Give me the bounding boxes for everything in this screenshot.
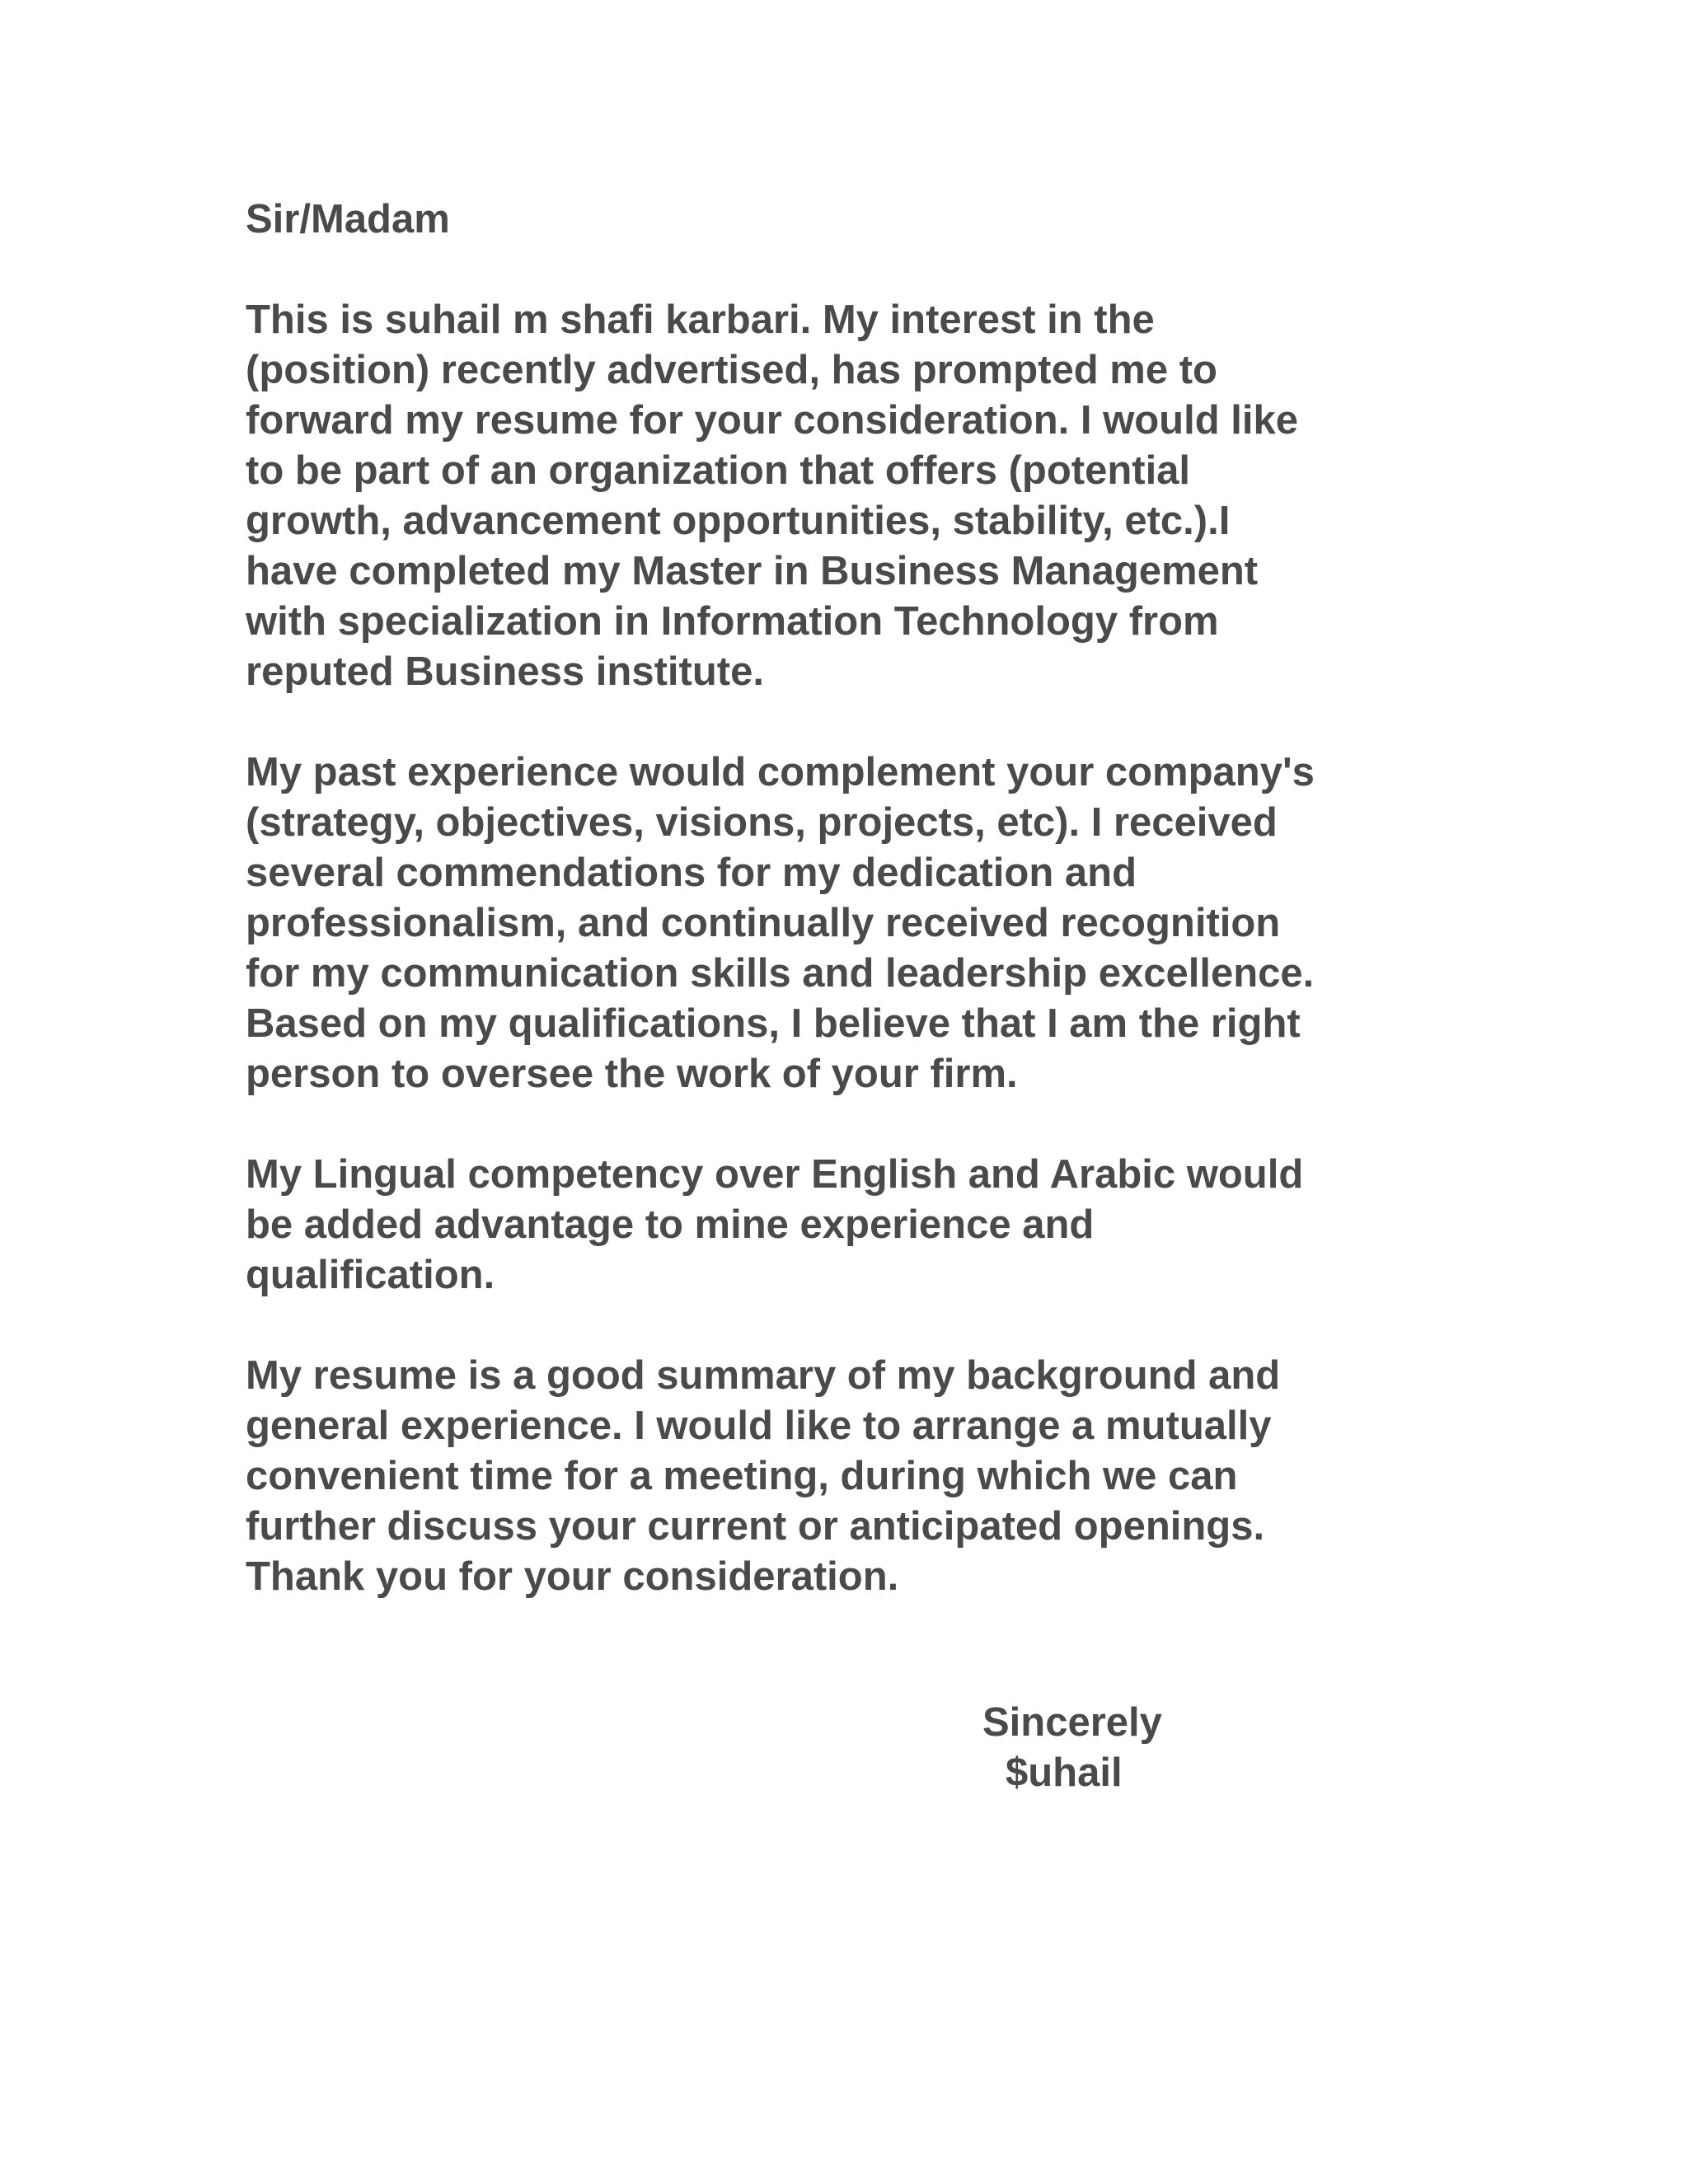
text-line: to be part of an organization that offers (potential	[246, 448, 1191, 493]
text-line: have completed my Master in Business Management	[246, 549, 1259, 593]
text-line: Based on my qualifications, I believe that I am the right	[246, 1001, 1301, 1046]
signature: $uhail	[1006, 1750, 1123, 1795]
text-line: professionalism, and continually received recognition	[246, 901, 1281, 945]
paragraph-closing	[246, 1351, 1465, 1602]
text-line: This is suhail m shafi karbari. My interest in the	[246, 298, 1155, 342]
text-line: (position) recently advertised, has prompted me to	[246, 348, 1217, 392]
text-line: further discuss your current or anticipated openings.	[246, 1504, 1265, 1549]
text-line: convenient time for a meeting, during which we can	[246, 1454, 1238, 1498]
text-line: qualification.	[246, 1253, 495, 1297]
text-line: for my communication skills and leadership excellence.	[246, 951, 1315, 996]
text-line: growth, advancement opportunities, stability, etc.).I	[246, 499, 1231, 543]
text-line: (strategy, objectives, visions, projects, etc). I received	[246, 800, 1278, 845]
text-line: several commendations for my dedication and	[246, 851, 1137, 895]
salutation: Sir/Madam	[246, 197, 450, 241]
text-line: forward my resume for your consideration. I would like	[246, 398, 1298, 443]
text-line: My resume is a good summary of my background and	[246, 1353, 1281, 1398]
paragraph-languages	[246, 1150, 1465, 1301]
closing-word: Sincerely	[982, 1700, 1162, 1745]
text-line: Thank you for your consideration.	[246, 1554, 899, 1599]
text-line: with specialization in Information Technology from	[246, 599, 1219, 644]
text-line: My past experience would complement your company's	[246, 750, 1315, 794]
letter-body	[246, 194, 1465, 1602]
sign-off	[982, 1698, 1162, 1798]
text-line: person to oversee the work of your firm.	[246, 1052, 1018, 1096]
paragraph-experience	[246, 748, 1465, 1099]
text-line: My Lingual competency over English and Arabic would	[246, 1152, 1304, 1197]
text-line: be added advantage to mine experience and	[246, 1202, 1095, 1247]
text-line: reputed Business institute.	[246, 649, 764, 694]
paragraph-intro	[246, 295, 1465, 697]
text-line: general experience. I would like to arrange a mutually	[246, 1404, 1272, 1448]
